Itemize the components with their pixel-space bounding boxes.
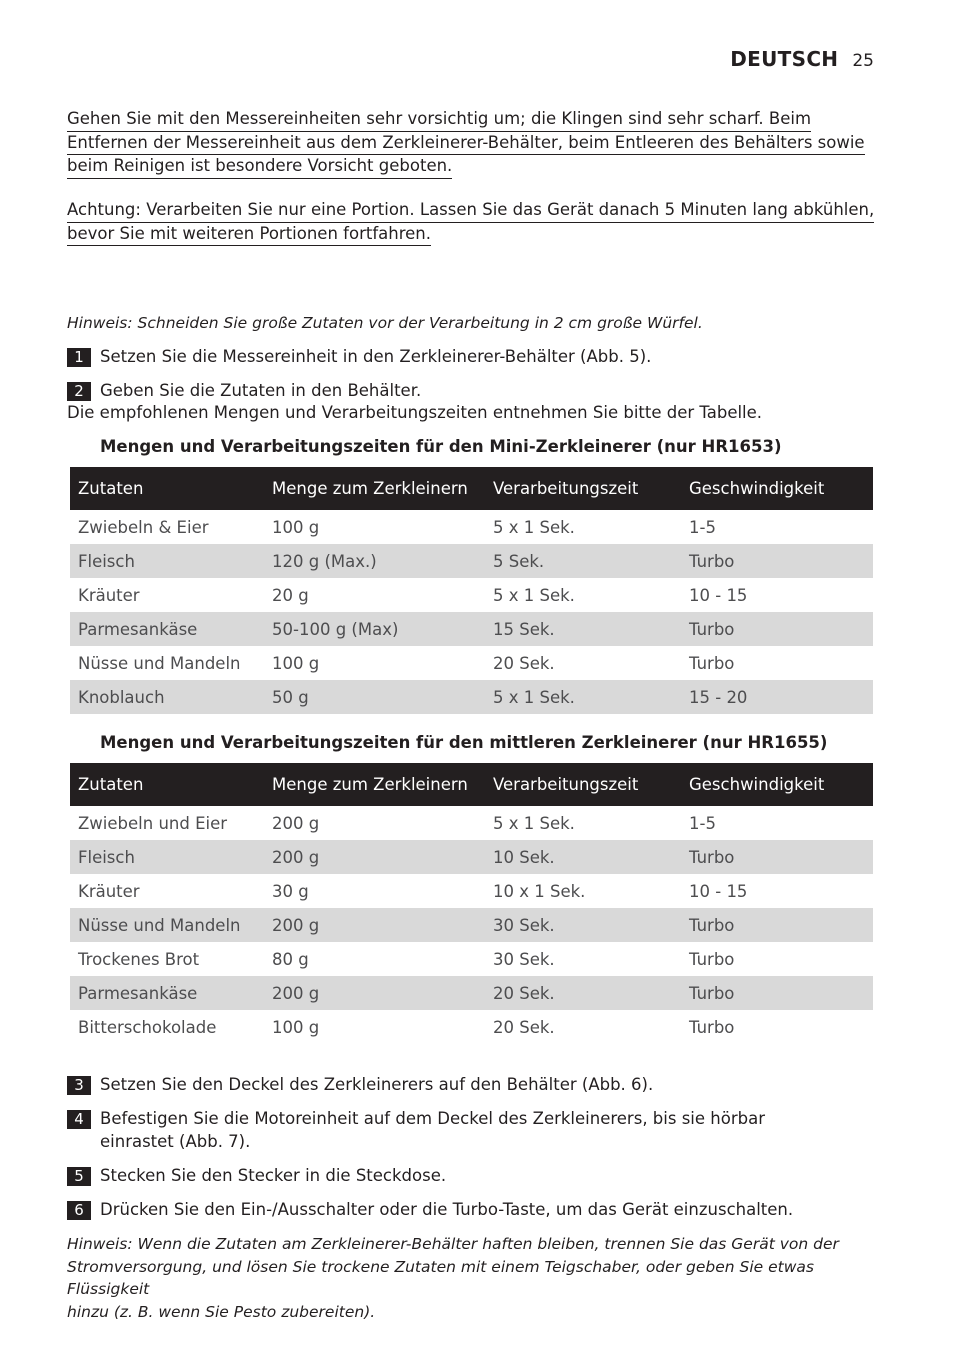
table-cell: Zwiebeln & Eier [78, 517, 209, 537]
table-cell: 120 g (Max.) [264, 544, 485, 578]
table-row [70, 646, 873, 680]
column-header: Verarbeitungszeit [485, 467, 681, 510]
note-line: Hinweis: Wenn die Zutaten am Zerkleinerer-Behälter haften bleiben, trennen Sie das Gerät von der [67, 1235, 839, 1253]
table-row [70, 544, 873, 578]
table-cell: Turbo [681, 908, 873, 942]
table-cell: 200 g [272, 813, 320, 833]
step-number: 2 [67, 382, 91, 401]
table-cell: 10 - 15 [689, 881, 748, 901]
step-number: 4 [67, 1110, 91, 1129]
table-cell: 200 g [264, 976, 485, 1010]
table-cell: 100 g [272, 1017, 320, 1037]
table-cell: 30 g [272, 881, 309, 901]
step-text: Setzen Sie die Messereinheit in den Zerkleinerer-Behälter (Abb. 5). [100, 347, 652, 366]
table-row [70, 510, 873, 544]
table-cell: Nüsse und Mandeln [78, 653, 241, 673]
column-header: Menge zum Zerkleinern [264, 467, 485, 510]
step-number: 6 [67, 1201, 91, 1220]
table-cell: 30 Sek. [485, 908, 681, 942]
column-header: Verarbeitungszeit [485, 763, 681, 806]
table-cell: Zwiebeln und Eier [78, 813, 228, 833]
table-cell: 200 g [264, 840, 485, 874]
table-cell: Parmesankäse [70, 976, 264, 1010]
table-row [70, 874, 873, 908]
table-row [70, 680, 873, 714]
table-cell: 100 g [272, 653, 320, 673]
step-4 [67, 1108, 873, 1153]
warning-line: bevor Sie mit weiteren Portionen fortfahren. [67, 223, 431, 247]
column-header: Geschwindigkeit [681, 467, 873, 510]
table-cell: 100 g [272, 517, 320, 537]
table-cell: 15 - 20 [681, 680, 873, 714]
note-line: Stromversorgung, und lösen Sie trockene Zutaten mit einem Teigschaber, oder geben Sie etwas Flüssigkeit [67, 1257, 814, 1298]
table-cell: Parmesankäse [70, 612, 264, 646]
page-number: 25 [852, 51, 874, 71]
column-header: Menge zum Zerkleinern [264, 763, 485, 806]
table-row [70, 908, 873, 942]
table-cell: Nüsse und Mandeln [70, 908, 264, 942]
table-cell: Bitterschokolade [78, 1017, 217, 1037]
step-3 [67, 1074, 873, 1097]
table-cell: 5 x 1 Sek. [493, 585, 575, 605]
table-cell: 1-5 [689, 813, 716, 833]
table-cell: 10 Sek. [485, 840, 681, 874]
table-cell: 50 g [264, 680, 485, 714]
table-cell: 20 g [272, 585, 309, 605]
table-cell: 1-5 [689, 517, 716, 537]
table-cell: Knoblauch [70, 680, 264, 714]
step-text: Geben Sie die Zutaten in den Behälter. [100, 381, 422, 400]
table-mini-chopper [70, 467, 873, 714]
warning-line: Achtung: Verarbeiten Sie nur eine Portion. Lassen Sie das Gerät danach 5 Minuten lang abkühlen, [67, 199, 874, 223]
table-cell: 5 x 1 Sek. [485, 680, 681, 714]
warning-line: Gehen Sie mit den Messereinheiten sehr vorsichtig um; die Klingen sind sehr scharf. Beim [67, 108, 811, 132]
language-label: DEUTSCH [730, 47, 839, 71]
note-sticky-ingredients [67, 1233, 873, 1323]
table-cell: Turbo [681, 840, 873, 874]
step-text: Setzen Sie den Deckel des Zerkleinerers auf den Behälter (Abb. 6). [100, 1075, 654, 1094]
table-header-row [70, 763, 873, 806]
table-cell: 5 x 1 Sek. [493, 517, 575, 537]
step-text: Drücken Sie den Ein-/Ausschalter oder die Turbo-Taste, um das Gerät einzuschalten. [100, 1200, 794, 1219]
table-cell: Turbo [681, 976, 873, 1010]
table-cell: 50-100 g (Max) [264, 612, 485, 646]
step-number: 5 [67, 1167, 91, 1186]
step-2-followup: Die empfohlenen Mengen und Verarbeitungszeiten entnehmen Sie bitte der Tabelle. [67, 403, 763, 422]
table-row [70, 840, 873, 874]
table-row [70, 942, 873, 976]
step-text-line: Befestigen Sie die Motoreinheit auf dem Deckel des Zerkleinerers, bis sie hörbar [100, 1109, 765, 1128]
column-header: Zutaten [70, 467, 264, 510]
table-cell: 5 x 1 Sek. [493, 813, 575, 833]
step-number: 1 [67, 348, 91, 367]
note-line: hinzu (z. B. wenn Sie Pesto zubereiten). [67, 1302, 376, 1321]
table-row [70, 612, 873, 646]
step-number: 3 [67, 1076, 91, 1095]
step-text: Stecken Sie den Stecker in die Steckdose. [100, 1166, 447, 1185]
table-caption-medium: Mengen und Verarbeitungszeiten für den mittleren Zerkleinerer (nur HR1655) [100, 733, 828, 752]
table-medium-chopper [70, 763, 873, 1044]
step-2 [67, 380, 873, 403]
table-caption-mini: Mengen und Verarbeitungszeiten für den Mini-Zerkleinerer (nur HR1653) [100, 437, 782, 456]
table-cell: Turbo [681, 544, 873, 578]
table-row [70, 578, 873, 612]
table-cell: 30 Sek. [493, 949, 555, 969]
table-cell: 20 Sek. [493, 1017, 555, 1037]
table-row [70, 806, 873, 840]
table-cell: Turbo [689, 949, 735, 969]
table-cell: Fleisch [70, 840, 264, 874]
table-cell: Fleisch [70, 544, 264, 578]
table-cell: 20 Sek. [493, 653, 555, 673]
table-cell: Kräuter [78, 585, 140, 605]
column-header: Zutaten [70, 763, 264, 806]
page-header [730, 47, 874, 71]
step-text-line: einrastet (Abb. 7). [100, 1131, 251, 1151]
warning-line: Entfernen der Messereinheit aus dem Zerkleinerer-Behälter, beim Entleeren des Behälters sowie [67, 132, 865, 156]
table-cell: 10 - 15 [689, 585, 748, 605]
column-header: Geschwindigkeit [681, 763, 873, 806]
table-cell: Turbo [681, 612, 873, 646]
table-cell: 80 g [272, 949, 309, 969]
table-cell: Turbo [689, 1017, 735, 1037]
table-cell: 15 Sek. [485, 612, 681, 646]
table-cell: Kräuter [78, 881, 140, 901]
note-cube-size: Hinweis: Schneiden Sie große Zutaten vor der Verarbeitung in 2 cm große Würfel. [67, 314, 703, 332]
table-cell: Trockenes Brot [78, 949, 200, 969]
warning-line: beim Reinigen ist besondere Vorsicht geboten. [67, 155, 452, 179]
table-row [70, 1010, 873, 1044]
table-cell: 10 x 1 Sek. [493, 881, 586, 901]
step-text [100, 1108, 765, 1153]
step-1 [67, 346, 873, 369]
warning-cooldown [67, 199, 873, 246]
warning-blades [67, 108, 873, 179]
table-cell: 200 g [264, 908, 485, 942]
table-cell: Turbo [689, 653, 735, 673]
table-cell: 5 Sek. [485, 544, 681, 578]
step-6 [67, 1199, 873, 1222]
table-row [70, 976, 873, 1010]
table-cell: 20 Sek. [485, 976, 681, 1010]
table-header-row [70, 467, 873, 510]
step-5 [67, 1165, 873, 1188]
